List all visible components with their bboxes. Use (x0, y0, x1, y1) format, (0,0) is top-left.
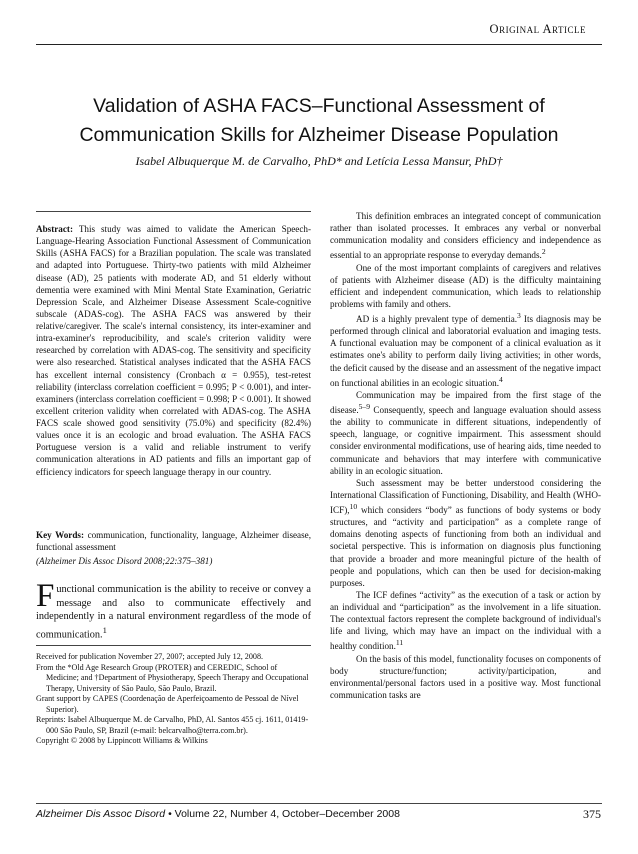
author-line: Isabel Albuquerque M. de Carvalho, PhD* and Letícia Lessa Mansur, PhD† (135, 154, 503, 168)
footnote-affiliation: From the *Old Age Research Group (PROTER) and CEREDIC, School of Medicine; and †Department of Physiotherapy, Speech Therapy and Occupational Therapy, University of São Paulo, São Paulo, Brazil. (36, 662, 309, 693)
right-column (330, 210, 601, 701)
ref-marker: 1 (102, 624, 107, 635)
abstract (36, 223, 311, 478)
paragraph: AD is a highly prevalent type of dementia.$^3$ Its diagnosis may be performed through clinical and laboratorial evaluation and imaging tests. A functional evaluation may be component of a clinical evaluation as it estimates one's ability to perform daily living activities; in other words, the deficit caused by the disease and an assessment of the negative impact on functional abilities in an ecologic situation.$^4$ (330, 311, 601, 388)
keywords-label: Key Words: (36, 530, 84, 540)
footer-rule (36, 803, 602, 804)
journal-name: Alzheimer Dis Assoc Disord (36, 808, 166, 820)
abstract-text: This study was aimed to validate the American Speech-Language-Hearing Association Functional Assessment of Communication Skills (ASHA FACS) for a Brazilian population. The scale was translated and adapted into Portuguese. Thirty-two patients with mild Alzheimer disease (AD), 25 patients with moderate AD, and 51 elderly without dementia were examined with Mini Mental State Examination, Geriatric Depression Scale, and Alzheimer Disease Assessment Scale-cognitive subscale (ADAS-cog). The ASHA FACS was answered by their relative/caregiver. The scale's internal consistency, its inter-examiner and intra-examiner's reproducibility, and scale's criterion validity were researched by correlation with ADAS-cog. The sensitivity and specificity were also researched. Statistical analyses indicated that the ASHA FACS has excellent internal consistency (Cronbach α = 0.955), test-retest reliability (interclass correlation coefficient = 0.995; P < 0.001), and inter-examiners (interclass correlation coefficient = 0.998; P < 0.001). It showed excellent criterion validity when correlated with ADAS-cog. The ASHA FACS scale showed good sensitivity (75.0%) and specificity (82.4%) values once it is an ecologic and broad evaluation. The ASHA FACS Portuguese version is a valid and reliable instrument to verify communication alterations in AD patients and fills an important gap of efficiency indicators for speech language therapy in our country. (36, 224, 312, 477)
article-title (36, 92, 602, 150)
footnote-grant: Grant support by CAPES (Coordenação de Aperfeiçoamento de Pessoal de Nível Superior). (36, 694, 299, 714)
abstract-label: Abstract: (36, 224, 73, 234)
paragraph: The ICF defines “activity” as the execution of a task or action by an individual and “participation” as the involvement in a life situation. The contextual factors represent the complete background of individual's life and living, which may have an impact on the individual with a healthy condition.$^{11}$ (330, 589, 601, 652)
section-heading: Original Article (489, 22, 586, 36)
paragraph: This definition embraces an integrated concept of communication rather than isolated processes. It embraces any verbal or nonverbal communication modality and considers efficiency and independence as essential to an appropriate response to everyday demands.$^2$ (330, 211, 601, 261)
journal-issue: • Volume 22, Number 4, October–December 2008 (165, 808, 400, 820)
citation: (Alzheimer Dis Assoc Disord 2008;22:375–381) (36, 556, 213, 566)
keywords (36, 529, 311, 553)
page-number: 375 (583, 807, 601, 821)
paragraph: One of the most important complaints of caregivers and relatives of patients with Alzheimer disease (AD) is the difficulty maintaining efficient and independent communication, which leads to relationship problems with family and others. (330, 262, 601, 309)
keywords-text: communication, functionality, language, Alzheimer disease, functional assessment (36, 530, 311, 553)
footnote-rule (36, 645, 311, 646)
abstract-rule (36, 211, 311, 212)
footnote-reprints: Reprints: Isabel Albuquerque M. de Carvalho, PhD, Al. Santos 455 cj. 1611, 01419-000 São Paulo, SP, Brazil (e-mail: belcarvalho@terra.com.br). (36, 715, 309, 735)
intro-text: unctional communication is the ability to receive or convey a message and also to communicate effectively and independently in a natural environment regardless of the mode of communication. (36, 584, 311, 640)
footnote-received: Received for publication November 27, 2007; accepted July 12, 2008. (36, 652, 264, 661)
paragraph: Such assessment may be better understood considering the International Classification of Functioning, Disability, and Health (WHO-ICF),$^{10}$ which considers “body” as functions of body systems or body structures, and “activity and participation” as a complete range of domains denoting aspects of functioning from both an individual and societal perspective. This is information on diagnosis plus functioning that provide a broader and more meaningful picture of the health of people and populations, which can then be used for decision-making purposes. (330, 477, 601, 588)
intro-paragraph (36, 578, 311, 641)
paragraph: Communication may be impaired from the first stage of the disease.$^{5-9}$ Consequently, speech and language evaluation should assess the ability to communicate in different situations, independently of speech, language, or cognitive impairment. This assessment should consider environmental modifications, use of hearing aids, time needed to communicate and behaviors that may interfere with communicative ability in an ecologic situation. (330, 389, 601, 476)
title-line-1: Validation of ASHA FACS–Functional Assessment of (93, 95, 545, 117)
footnotes (36, 652, 311, 747)
header-rule (36, 44, 602, 45)
title-line-2: Communication Skills for Alzheimer Disease Population (79, 124, 559, 146)
drop-cap: F (36, 578, 55, 614)
paragraph: On the basis of this model, functionality focuses on components of body structure/function; activity/participation, and environmental/personal factors used in a positive way. Most functional communication tasks are (330, 653, 601, 701)
journal-info (36, 808, 400, 820)
footnote-copyright: Copyright © 2008 by Lippincott Williams & Wilkins (36, 736, 208, 745)
